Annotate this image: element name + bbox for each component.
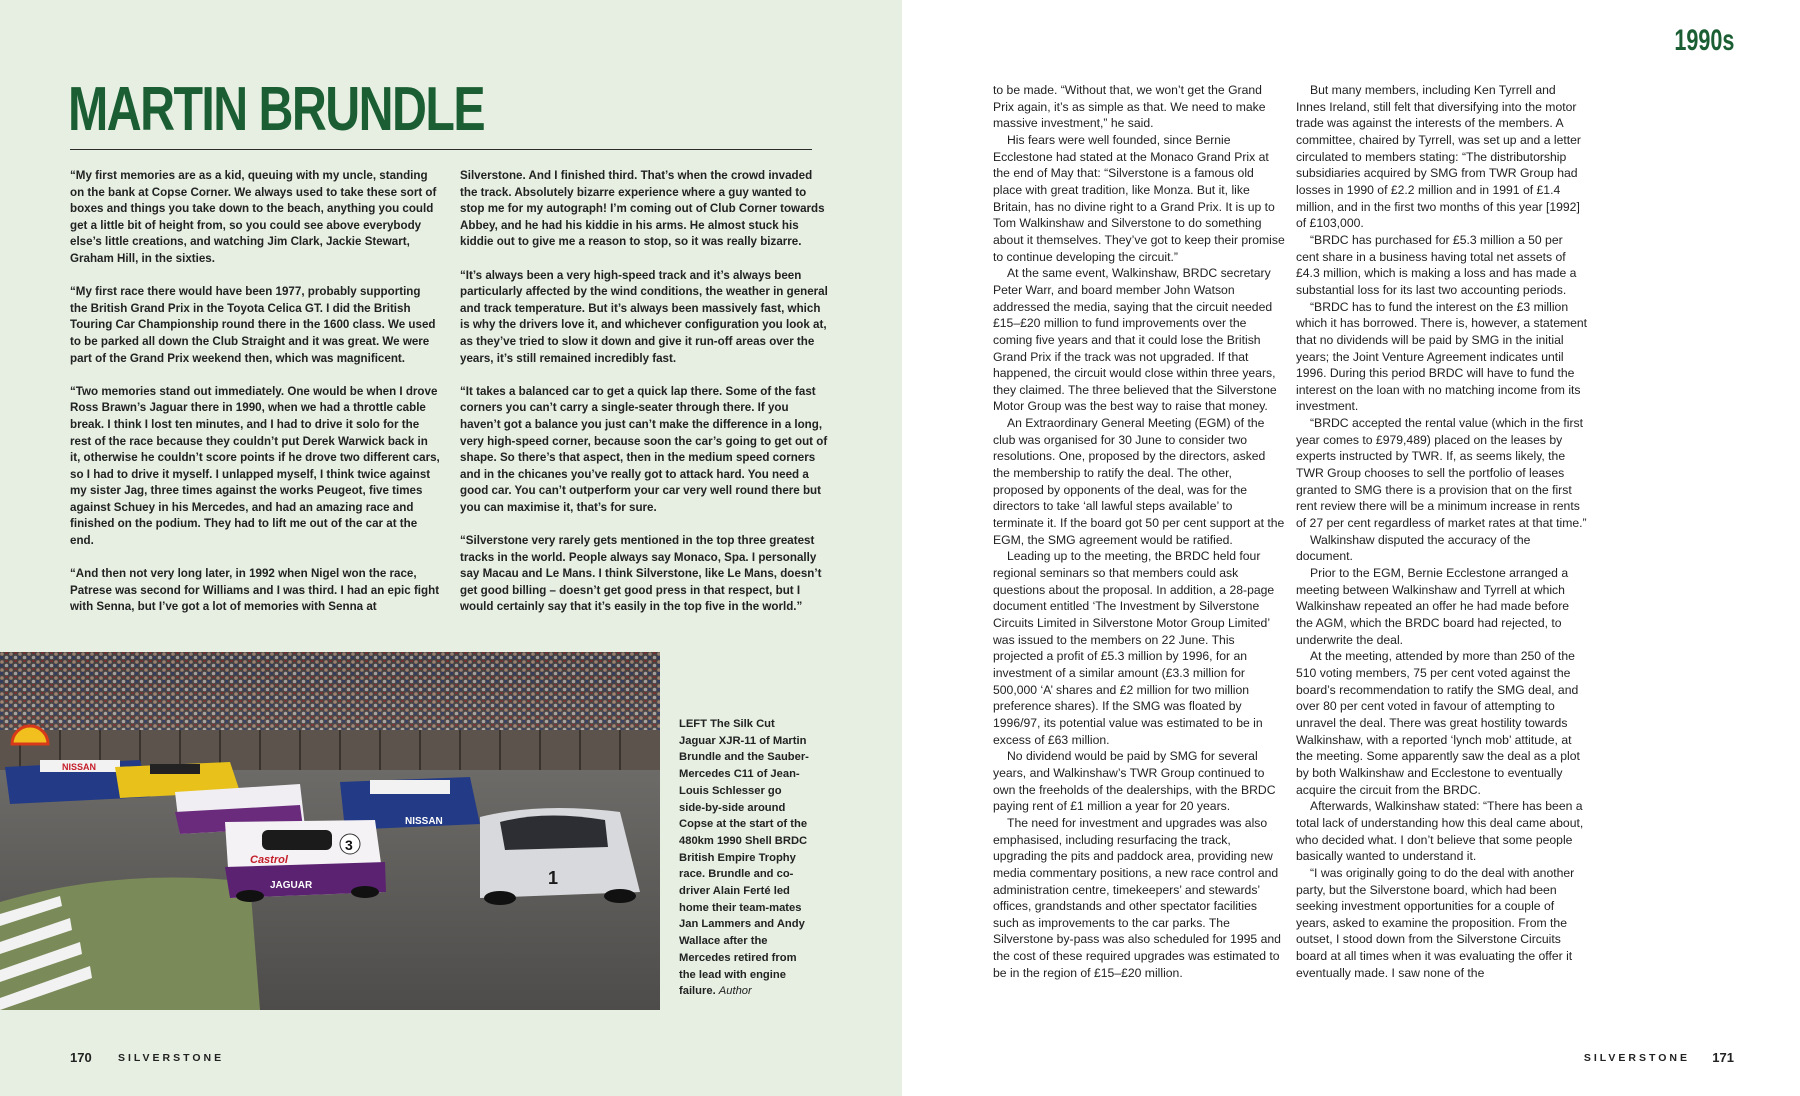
car-sauber-mercedes [480, 808, 640, 905]
body-paragraph: Walkinshaw disputed the accuracy of the document. [1296, 532, 1531, 564]
caption-text: The Silk Cut Jaguar XJR-11 of Martin Brundle and the Sauber-Mercedes C11 of Jean-Louis Schlesser go side-by-side around Copse at the start of the 480km 1990 Shell BRDC British Empire Trophy race. Brundle and co-driver Alain Ferté led home their team-mates Jan Lammers and Andy Wallace after the Mercedes retired from the lead with engine failure. [679, 718, 809, 998]
race-photo [0, 652, 660, 1010]
svg-text:1: 1 [548, 868, 559, 888]
body-paragraph: to be made. “Without that, we won’t get the Grand Prix again, it’s as simple as that. We need to make massive investment,” he said. [993, 83, 1266, 131]
chapter-title: MARTIN BRUNDLE [68, 75, 485, 144]
quote-paragraph: “Silverstone very rarely gets mentioned in the top three greatest tracks in the world. People always say Monaco, Spa. I personally say Macau and Le Mans. I think Silverstone, like Le Mans, doesn’t get good billing – doesn’t get good press in that respect, but I would certainly say that it’s easily in the top five in the world.” [460, 534, 822, 614]
section-label: 1990s [1673, 24, 1734, 57]
quote-column-1 [70, 168, 440, 633]
body-column-2 [1296, 82, 1588, 981]
photo-caption [679, 716, 809, 1000]
running-head-right: SILVERSTONE [1583, 1052, 1690, 1064]
svg-text:Castrol: Castrol [250, 854, 288, 866]
quote-paragraph: “My first memories are as a kid, queuing with my uncle, standing on the bank at Copse Corner. We always used to take these sort of boxes and things you take down to the beach, anything you could get a little bit of height from, so you could see above everybody else’s little creations, and watching Jim Clark, Jackie Stewart, Graham Hill, in the sixties. [70, 169, 437, 265]
running-head-left: SILVERSTONE [118, 1052, 225, 1064]
body-paragraph: At the same event, Walkinshaw, BRDC secretary Peter Warr, and board member John Watson addressed the media, saying that the circuit needed £15–£20 million to fund improvements over the coming five years and that it could lose the British Grand Prix if the track was not upgraded. If that happened, the circuit would close within three years, they claimed. The three believed that the Silverstone Motor Group was the best way to raise that money. [993, 266, 1277, 414]
svg-text:NISSAN: NISSAN [62, 762, 97, 772]
title-rule [70, 149, 812, 150]
body-paragraph: “BRDC accepted the rental value (which in the first year comes to £979,489) placed on the leases by experts instructed by TWR. If, as seems likely, the TWR Group chooses to sell the portfolio of leases granted to SMG there is a provision that on the first rent review there will be a minimum increase in rents of 27 per cent regardless of market rates at that time.” [1296, 416, 1587, 531]
caption-lead: LEFT [679, 718, 707, 730]
body-paragraph: No dividend would be paid by SMG for several years, and Walkinshaw’s TWR Group continued to own the freeholds of the dealerships, with the BRDC paying rent of £1 million a year for 20 years. [993, 749, 1276, 814]
body-paragraph: Afterwards, Walkinshaw stated: “There has been a total lack of understanding how this deal came about, who decided what. I don’t believe that some people basically wanted to understand it. [1296, 799, 1584, 864]
quote-paragraph: “My first race there would have been 1977, probably supporting the British Grand Prix in the Toyota Celica GT. I did the British Touring Car Championship round there in the 1600 class. We used to be parked all down the Club Straight and it was great. We were part of the Grand Prix weekend then, which was magnificent. [70, 285, 436, 365]
body-paragraph: “BRDC has to fund the interest on the £3 million which it has borrowed. There is, however, a statement that no dividends will be paid by SMG in the initial years; the Joint Venture Agreement indicates until 1996. During this period BRDC will have to fund the interest on the loan with no matching income from its investment. [1296, 299, 1588, 414]
page-number-right: 171 [1712, 1050, 1734, 1065]
quote-paragraph: “It’s always been a very high-speed track and it’s always been particularly affected by the wind conditions, the weather in general and track temperature. But it’s always been massively fast, which is why the drivers love it, and whichever configuration you look at, as they’ve tried to slow it down and give it run-off areas over the years, it’s still remained incredibly fast. [460, 268, 828, 365]
quote-paragraph: “It takes a balanced car to get a quick lap there. Some of the fast corners you can’t carry a single-seater through there. If you haven’t got a balance you just can’t make the difference in a long, very high-speed corner, because soon the car’s going to get out of shape. So there’s that aspect, then in the medium speed corners and in the chicanes you’ve really got to attack hard. You need a good car. You can’t outperform your car very well round there but you can maximise it, that’s for sure. [460, 384, 828, 514]
quote-paragraph: Silverstone. And I finished third. That’s when the crowd invaded the track. Absolutely bizarre experience where a guy wanted to stop me for my autograph! I’m coming out of Club Corner towards Abbey, and he had his kiddie in his arms. He almost stuck his kiddie out to give me a reason to stop, so it was really bizarre. [460, 169, 825, 249]
body-paragraph: Prior to the EGM, Bernie Ecclestone arranged a meeting between Walkinshaw and Tyrrell at which Walkinshaw repeated an offer he had made before the AGM, which the BRDC board had rejected, to underwrite the deal. [1296, 566, 1570, 647]
body-paragraph: His fears were well founded, since Bernie Ecclestone had stated at the Monaco Grand Prix at the end of May that: “Silverstone is a famous old place with great tradition, like Monza. But it, like Britain, has no divine right to a Grand Prix. It is up to Tom Walkinshaw and Silverstone to do something about it themselves. They’ve got to keep their promise to continue developing the circuit.” [993, 132, 1285, 264]
page-number-left: 170 [70, 1050, 92, 1065]
quote-column-2 [460, 168, 830, 633]
svg-text:JAGUAR: JAGUAR [270, 880, 313, 891]
body-paragraph: Leading up to the meeting, the BRDC held four regional seminars so that members could ask questions about the proposal. In addition, a 28-page document entitled ‘The Investment by Silverstone Circuits Limited in Silverstone Motor Group Limited’ was issued to the members on 22 June. This projected a profit of £5.3 million by 1996, for an investment of a similar amount (£3.3 million for 500,000 ‘A’ shares and £2 million for two million preference shares). If the SMG was floated by 1996/97, its potential value was estimated to be in excess of £63 million. [993, 549, 1275, 747]
right-page [902, 0, 1800, 1096]
caption-credit: Author [718, 985, 752, 998]
car-jaguar-xjr11 [225, 820, 386, 902]
svg-text:3: 3 [345, 837, 353, 853]
quote-paragraph: “Two memories stand out immediately. One would be when I drove Ross Brawn’s Jaguar there in 1990, when we had a throttle cable break. I think I lost ten minutes, and I had to drive it solo for the rest of the race because they couldn’t put Derek Warwick back in it, otherwise he couldn’t score points if he drove two different cars, so I had to drive it myself. I unlapped myself, I think twice against my sister Jag, three times against the works Peugeot, five times against Schuey in his Mercedes, and had an amazing race and finished on the podium. They had to lift me out of the car at the end. [70, 384, 440, 548]
body-paragraph: “BRDC has purchased for £5.3 million a 50 per cent share in a business having total net assets of £4.3 million, which is making a loss and has made a substantial loss for its last two accounting periods. [1296, 232, 1577, 297]
body-paragraph: But many members, including Ken Tyrrell and Innes Ireland, still felt that diversifying into the motor trade was against the interests of the members. A committee, chaired by Tyrrell, was set up and a letter circulated to members stating: “The distributorship subsidiaries acquired by SMG from TWR Group had losses in 1990 of £2.2 million and in 1991 of £1.4 million, and in the first two months of this year [1992] of £103,000. [1296, 83, 1581, 231]
body-paragraph: At the meeting, attended by more than 250 of the 510 voting members, 75 per cent voted against the board’s recommendation to ratify the SMG deal, and over 80 per cent voted in favour of attempting to unravel the deal. There was great hostility towards Walkinshaw, with a reported ‘lynch mob’ attitude, at the meeting. Some apparently saw the deal as a plot by both Walkinshaw and Ecclestone to eventually acquire the circuit from the BRDC. [1296, 649, 1580, 797]
body-paragraph: The need for investment and upgrades was also emphasised, including resurfacing the track, upgrading the pits and paddock area, providing new media commentary positions, a new race control and administration centre, timekeepers’ and stewards’ offices, grandstands and other spectator facilities such as improvements to the car parks. The Silverstone by-pass was also scheduled for 1995 and the cost of these required upgrades was estimated to be in the region of £15–£20 million. [993, 815, 1281, 980]
body-paragraph: “I was originally going to do the deal with another party, but the Silverstone board, which had been seeking investment opportunities for a couple of years, asked to examine the proposition. From the outset, I stood down from the Silverstone Circuits board at all times when it was evaluating the offer it eventually made. I saw none of the [1296, 865, 1575, 980]
body-paragraph: An Extraordinary General Meeting (EGM) of the club was organised for 30 June to consider two resolutions. One, proposed by the directors, asked the membership to ratify the deal. The other, proposed by opponents of the deal, was for the directors to take ‘all lawful steps available’ to terminate it. If the board got 50 per cent support at the EGM, the SMG agreement would be ratified. [993, 416, 1285, 547]
body-column-1 [993, 82, 1285, 981]
quote-paragraph: “And then not very long later, in 1992 when Nigel won the race, Patrese was second for Williams and I was third. I had an epic fight with Senna, but I’ve got a lot of memories with Senna at [70, 567, 440, 614]
svg-text:NISSAN: NISSAN [405, 816, 443, 827]
